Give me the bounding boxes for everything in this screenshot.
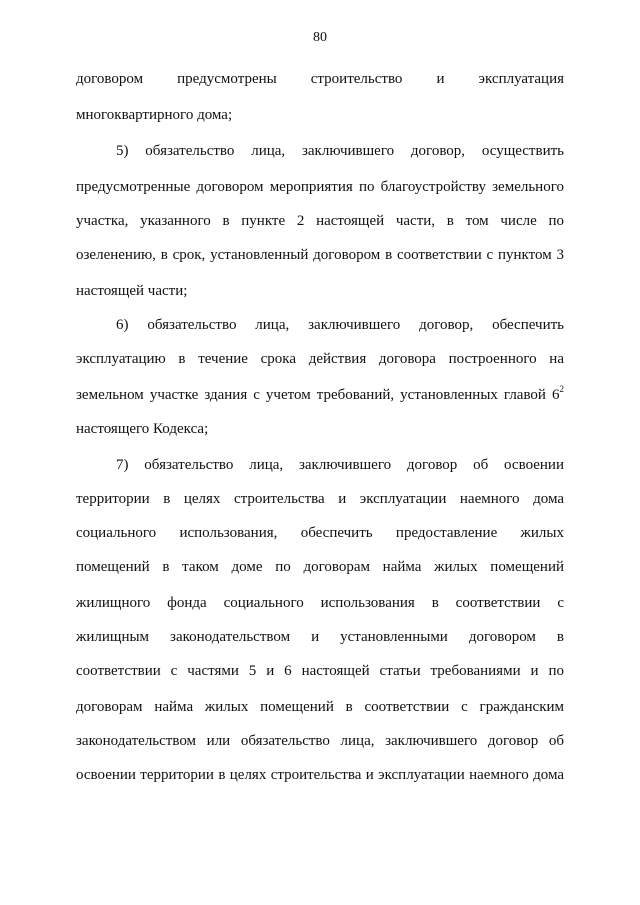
text-line: настоящей части; xyxy=(76,283,188,299)
text-line: участка, указанного в пункте 2 настоящей части, в том числе по xyxy=(76,213,564,229)
text-line: договором предусмотрены строительство и эксплуатация xyxy=(76,71,564,87)
text-line: договорам найма жилых помещений в соответствии с гражданским xyxy=(76,699,564,715)
text-line: 6) обязательство лица, заключившего договор, обеспечить xyxy=(116,317,564,333)
text-line: территории в целях строительства и эксплуатации наемного дома xyxy=(76,491,564,507)
text-line: соответствии с частями 5 и 6 настоящей статьи требованиями и по xyxy=(76,663,564,679)
text-line: озеленению, в срок, установленный договором в соответствии с пунктом 3 xyxy=(76,247,564,263)
text-line: социального использования, обеспечить предоставление жилых xyxy=(76,525,564,541)
page-number: 80 xyxy=(313,30,327,45)
text-line: предусмотренные договором мероприятия по благоустройству земельного xyxy=(76,179,564,195)
text-line: эксплуатацию в течение срока действия договора построенного на xyxy=(76,351,564,367)
text-line: 7) обязательство лица, заключившего договор об освоении xyxy=(116,457,564,473)
text-line: 5) обязательство лица, заключившего договор, осуществить xyxy=(116,143,564,159)
text-line: жилищного фонда социального использования в соответствии с xyxy=(76,595,564,611)
text-line: жилищным законодательством и установленными договором в xyxy=(76,629,564,645)
text-line: законодательством или обязательство лица, заключившего договор об xyxy=(76,733,564,749)
text-line: настоящего Кодекса; xyxy=(76,421,209,437)
text-line: многоквартирного дома; xyxy=(76,107,233,123)
text-line: земельном участке здания с учетом требований, установленных главой $6^2$ xyxy=(76,384,564,403)
text-line: освоении территории в целях строительства и эксплуатации наемного дома xyxy=(76,767,564,783)
superscript: 2 xyxy=(559,384,564,394)
text-line: помещений в таком доме по договорам найма жилых помещений xyxy=(76,559,564,575)
